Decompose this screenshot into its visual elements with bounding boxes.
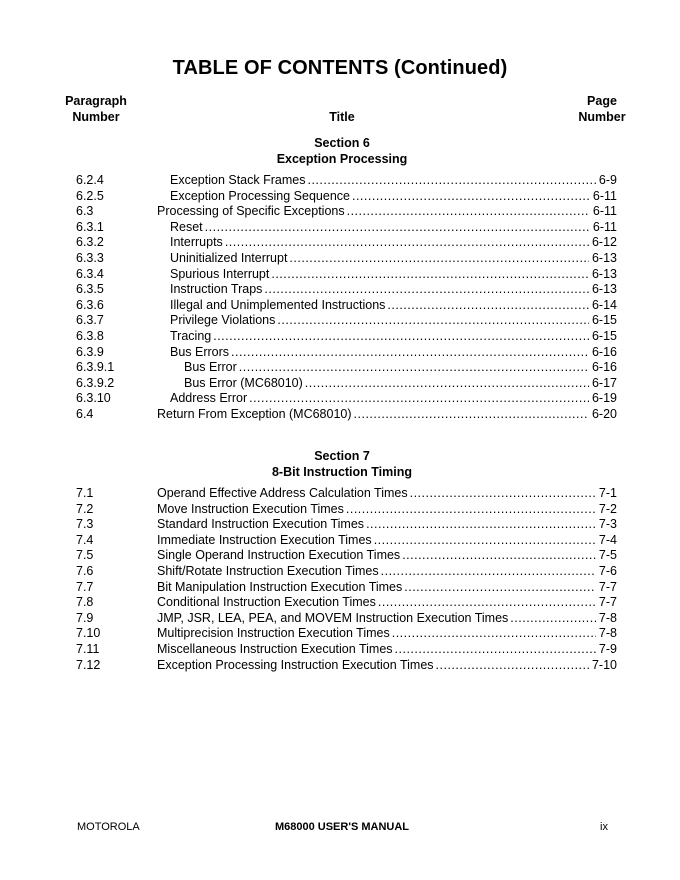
toc-entry-number: 7.7	[76, 579, 94, 594]
title-header: Title	[329, 110, 355, 124]
section-name: Exception Processing	[276, 152, 408, 166]
toc-entry-title: Bit Manipulation Instruction Execution Times	[157, 579, 403, 594]
toc-entry-page: 6-13	[591, 282, 617, 297]
toc-entry-number: 7.3	[76, 517, 94, 532]
toc-entry-title: Multiprecision Instruction Execution Times	[157, 626, 390, 641]
dot-leader	[352, 189, 590, 205]
toc-entry-title: Interrupts	[170, 235, 223, 250]
footer-publisher: MOTOROLA	[77, 821, 140, 833]
toc-entry-number: 6.2.5	[76, 188, 104, 203]
toc-entry-page: 7-6	[598, 563, 617, 578]
toc-entry[interactable]	[0, 360, 680, 376]
toc-entry[interactable]	[0, 548, 680, 564]
toc-entry-number: 7.1	[76, 486, 94, 500]
toc-entry-number: 7.8	[76, 595, 94, 610]
dot-leader	[205, 220, 590, 236]
toc-entry-page: 6-16	[591, 360, 617, 375]
toc-entry-title: Illegal and Unimplemented Instructions	[170, 297, 386, 312]
section-6-heading	[0, 135, 680, 167]
toc-entry[interactable]	[0, 595, 680, 611]
toc-entry[interactable]	[0, 502, 680, 518]
toc-entry-page: 7-9	[598, 641, 617, 656]
toc-entry[interactable]	[0, 564, 680, 580]
toc-entry-number: 6.3.6	[76, 297, 104, 312]
dot-leader	[354, 407, 589, 423]
toc-entry-number: 7.6	[76, 563, 94, 578]
toc-entry-page: 7-10	[591, 657, 617, 672]
toc-entry-page: 6-12	[591, 235, 617, 250]
toc-entry-number: 6.3.10	[76, 391, 111, 406]
page-header-line2: Number	[578, 110, 626, 124]
toc-entry-title: Exception Processing Instruction Execution Times	[157, 657, 434, 672]
toc-entry-title: Spurious Interrupt	[170, 266, 270, 281]
toc-entry-title: Immediate Instruction Execution Times	[157, 532, 372, 547]
toc-entry[interactable]	[0, 517, 680, 533]
toc-entry[interactable]	[0, 282, 680, 298]
toc-entry-number: 6.3.3	[76, 250, 104, 265]
toc-entry-title: Return From Exception (MC68010)	[157, 406, 352, 421]
toc-entry-title: Privilege Violations	[170, 313, 276, 328]
toc-entry-number: 6.3.8	[76, 328, 104, 343]
toc-entry-title: Shift/Rotate Instruction Execution Times	[157, 563, 379, 578]
toc-entry-title: Conditional Instruction Execution Times	[157, 595, 376, 610]
section-label: Section 7	[314, 449, 370, 463]
toc-entry-title: Bus Error (MC68010)	[184, 375, 303, 390]
toc-entry-title: Move Instruction Execution Times	[157, 501, 344, 516]
dot-leader	[239, 360, 589, 376]
toc-entry-title: Bus Error	[184, 360, 237, 375]
dot-leader	[347, 204, 590, 220]
toc-entry-page: 7-2	[598, 501, 617, 516]
dot-leader	[374, 533, 596, 549]
toc-entry-number: 7.11	[76, 641, 100, 656]
toc-entry[interactable]	[0, 313, 680, 329]
toc-entry-title: Processing of Specific Exceptions	[157, 204, 345, 219]
toc-entry-number: 6.3.2	[76, 235, 104, 250]
toc-entry[interactable]	[0, 407, 680, 423]
dot-leader	[271, 267, 589, 283]
toc-entry-number: 7.10	[76, 626, 101, 641]
toc-entry-page: 7-3	[598, 517, 617, 532]
toc-entry-page: 6-19	[591, 391, 617, 406]
toc-entry-number: 6.3.9.1	[76, 360, 115, 375]
toc-entry-number: 6.3.9.2	[76, 375, 115, 390]
dot-leader	[307, 173, 595, 189]
page-title: TABLE OF CONTENTS (Continued)	[172, 57, 508, 79]
dot-leader	[410, 486, 596, 502]
dot-leader	[213, 329, 589, 345]
dot-leader	[249, 391, 589, 407]
section-7-entries	[0, 486, 680, 673]
paragraph-header-line2: Number	[72, 110, 120, 124]
toc-entry[interactable]	[0, 329, 680, 345]
page-header-line1: Page	[587, 94, 617, 108]
toc-entry-page: 6-20	[591, 406, 617, 421]
toc-entry-page: 6-11	[592, 188, 617, 203]
toc-entry-page: 6-14	[591, 297, 617, 312]
dot-leader	[231, 345, 589, 361]
toc-entry-title: Uninitialized Interrupt	[170, 250, 288, 265]
toc-entry-page: 6-9	[598, 173, 617, 187]
dot-leader	[289, 251, 589, 267]
dot-leader	[378, 595, 596, 611]
toc-entry[interactable]	[0, 658, 680, 674]
toc-entry[interactable]	[0, 533, 680, 549]
dot-leader	[264, 282, 589, 298]
toc-entry[interactable]	[0, 251, 680, 267]
toc-entry-page: 7-7	[598, 595, 617, 610]
toc-entry-title: Standard Instruction Execution Times	[157, 517, 365, 532]
toc-entry-number: 7.12	[76, 657, 101, 672]
toc-entry-number: 6.3.1	[76, 219, 104, 234]
section-7-heading	[0, 448, 680, 480]
toc-entry[interactable]	[0, 642, 680, 658]
dot-leader	[387, 298, 589, 314]
toc-entry[interactable]	[0, 580, 680, 596]
toc-entry-title: Tracing	[170, 328, 212, 343]
toc-entry-number: 6.3.4	[76, 266, 104, 281]
toc-entry-title: JMP, JSR, LEA, PEA, and MOVEM Instruction Execution Times	[157, 610, 509, 625]
toc-entry-title: Bus Errors	[170, 344, 230, 359]
toc-entry-page: 6-15	[591, 313, 617, 328]
footer-manual-title: M68000 USER'S MANUAL	[274, 821, 410, 833]
toc-entry-title: Address Error	[170, 391, 248, 406]
toc-entry[interactable]	[0, 173, 680, 189]
toc-entry-page: 7-7	[598, 579, 617, 594]
toc-entry-page: 7-8	[598, 626, 617, 641]
toc-entry-number: 6.3.5	[76, 282, 104, 297]
dot-leader	[510, 611, 596, 627]
dot-leader	[395, 642, 596, 658]
toc-entry-page: 6-17	[591, 375, 617, 390]
toc-entry[interactable]	[0, 267, 680, 283]
dot-leader	[381, 564, 596, 580]
dot-leader	[366, 517, 596, 533]
toc-entry[interactable]	[0, 189, 680, 205]
toc-entry[interactable]	[0, 611, 680, 627]
toc-entry-page: 6-13	[591, 250, 617, 265]
toc-entry-number: 7.9	[76, 610, 94, 625]
toc-entry[interactable]	[0, 486, 680, 502]
toc-entry-title: Exception Processing Sequence	[170, 188, 350, 203]
dot-leader	[392, 626, 596, 642]
toc-entry-page: 6-13	[591, 266, 617, 281]
toc-entry-number: 6.3	[76, 204, 94, 219]
toc-entry[interactable]	[0, 345, 680, 361]
toc-entry-title: Reset	[170, 219, 203, 234]
toc-entry[interactable]	[0, 235, 680, 251]
dot-leader	[402, 548, 596, 564]
toc-entry-page: 6-11	[592, 204, 617, 219]
toc-entry-page: 7-5	[598, 548, 617, 563]
toc-entry-page: 7-4	[598, 532, 617, 547]
toc-entry-title: Miscellaneous Instruction Execution Times	[157, 641, 393, 656]
dot-leader	[436, 658, 589, 674]
toc-entry[interactable]	[0, 391, 680, 407]
dot-leader	[404, 580, 596, 596]
dot-leader	[225, 235, 589, 251]
toc-entry-number: 7.4	[76, 532, 94, 547]
footer-page-number: ix	[600, 821, 608, 833]
toc-entry-title: Operand Effective Address Calculation Times	[157, 486, 408, 500]
toc-entry[interactable]	[0, 220, 680, 236]
toc-entry[interactable]	[0, 298, 680, 314]
toc-entry-number: 6.3.9	[76, 344, 104, 359]
dot-leader	[305, 376, 589, 392]
toc-entry-number: 6.2.4	[76, 173, 104, 187]
section-label: Section 6	[314, 136, 370, 150]
toc-entry[interactable]	[0, 626, 680, 642]
toc-entry-title: Single Operand Instruction Execution Times	[157, 548, 401, 563]
toc-entry[interactable]	[0, 376, 680, 392]
toc-entry-title: Instruction Traps	[170, 282, 263, 297]
toc-entry-number: 7.5	[76, 548, 94, 563]
toc-entry-page: 6-11	[592, 219, 617, 234]
dot-leader	[346, 502, 596, 518]
toc-entry-page: 6-15	[591, 328, 617, 343]
toc-entry[interactable]	[0, 204, 680, 220]
paragraph-header-line1: Paragraph	[65, 94, 127, 108]
page-number-header	[570, 93, 634, 125]
toc-entry-number: 7.2	[76, 501, 94, 516]
toc-entry-title: Exception Stack Frames	[170, 173, 306, 187]
toc-entry-page: 7-8	[598, 610, 617, 625]
toc-entry-page: 7-1	[598, 486, 617, 500]
dot-leader	[277, 313, 589, 329]
section-6-entries	[0, 173, 680, 423]
toc-entry-number: 6.4	[76, 406, 94, 421]
section-name: 8-Bit Instruction Timing	[271, 465, 413, 479]
toc-entry-number: 6.3.7	[76, 313, 104, 328]
toc-entry-page: 6-16	[591, 344, 617, 359]
